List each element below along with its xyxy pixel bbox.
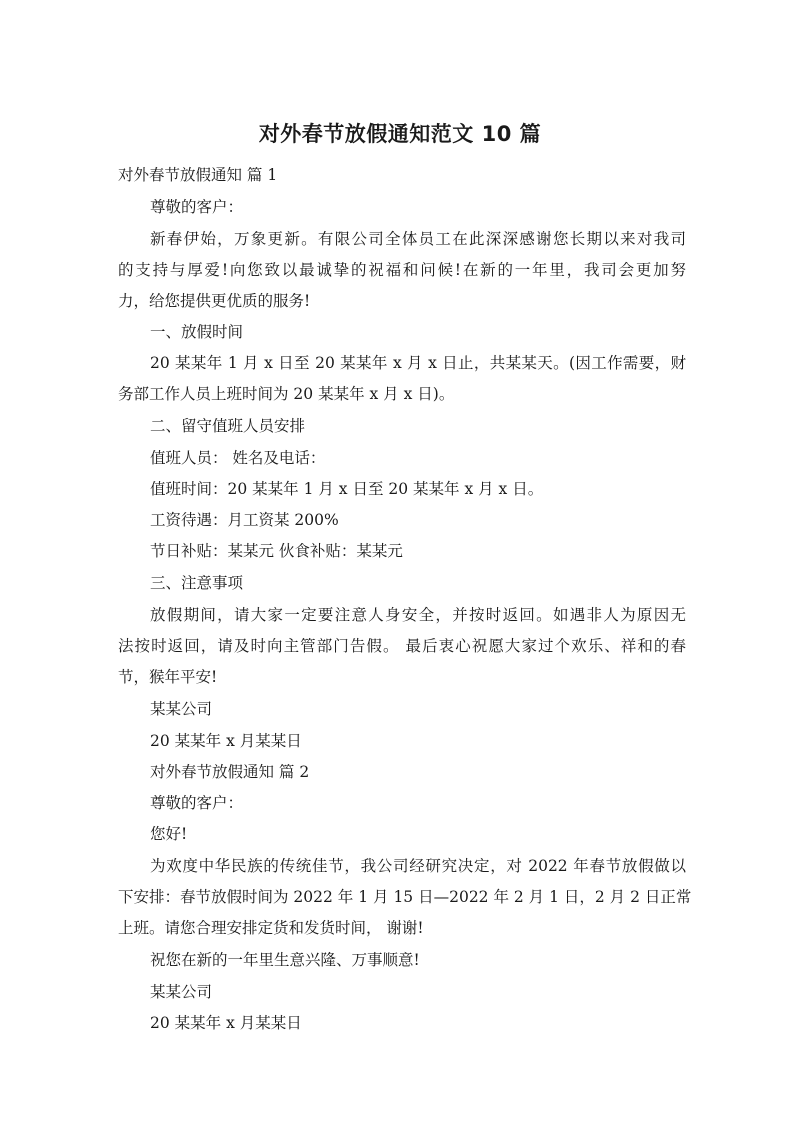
signature-company: 某某公司	[150, 700, 213, 718]
paragraph-line: 法按时返回，请及时向主管部门告假。 最后衷心祝愿大家过个欢乐、祥和的春	[118, 637, 686, 655]
paragraph-line: 节，猴年平安!	[118, 668, 218, 686]
section-heading-2: 对外春节放假通知 篇 2	[150, 763, 310, 781]
paragraph-line: 的支持与厚爱!向您致以最诚挚的祝福和问候!在新的一年里，我司会更加努	[118, 261, 686, 279]
signature-date: 20 某某年 x 月某某日	[150, 1014, 302, 1032]
paragraph-line: 值班时间：20 某某年 1 月 x 日至 20 某某年 x 月 x 日。	[150, 480, 544, 498]
list-heading: 一、放假时间	[150, 323, 244, 341]
paragraph-line: 上班。请您合理安排定货和发货时间， 谢谢!	[118, 919, 424, 937]
paragraph-line: 新春伊始，万象更新。有限公司全体员工在此深深感谢您长期以来对我司	[150, 230, 686, 248]
signature-company: 某某公司	[150, 983, 213, 1001]
salutation: 尊敬的客户：	[150, 794, 244, 812]
paragraph-line: 为欢度中华民族的传统佳节，我公司经研究决定，对 2022 年春节放假做以	[150, 857, 686, 875]
document-title: 对外春节放假通知范文 10 篇	[258, 122, 542, 146]
paragraph-line: 祝您在新的一年里生意兴隆、万事顺意!	[150, 951, 420, 969]
greeting: 您好!	[150, 825, 188, 843]
signature-date: 20 某某年 x 月某某日	[150, 732, 302, 750]
list-heading: 三、注意事项	[150, 574, 244, 592]
paragraph-line: 放假期间，请大家一定要注意人身安全，并按时返回。如遇非人为原因无	[150, 606, 686, 624]
list-heading: 二、留守值班人员安排	[150, 417, 306, 435]
paragraph-line: 工资待遇：月工资某 200%	[150, 511, 339, 529]
paragraph-line: 下安排：春节放假时间为 2022 年 1 月 15 日—2022 年 2 月 1 日，2 月 2 日正常	[118, 888, 692, 906]
paragraph-line: 务部工作人员上班时间为 20 某某年 x 月 x 日)。	[118, 385, 455, 403]
salutation: 尊敬的客户：	[150, 198, 244, 216]
paragraph-line: 节日补贴：某某元 伙食补贴：某某元	[150, 542, 403, 560]
section-heading-1: 对外春节放假通知 篇 1	[118, 166, 278, 184]
paragraph-line: 20 某某年 1 月 x 日至 20 某某年 x 月 x 日止，共某某天。(因工作需要，财	[150, 354, 686, 372]
paragraph-line: 值班人员： 姓名及电话：	[150, 449, 326, 467]
paragraph-line: 力，给您提供更优质的服务!	[118, 292, 311, 310]
